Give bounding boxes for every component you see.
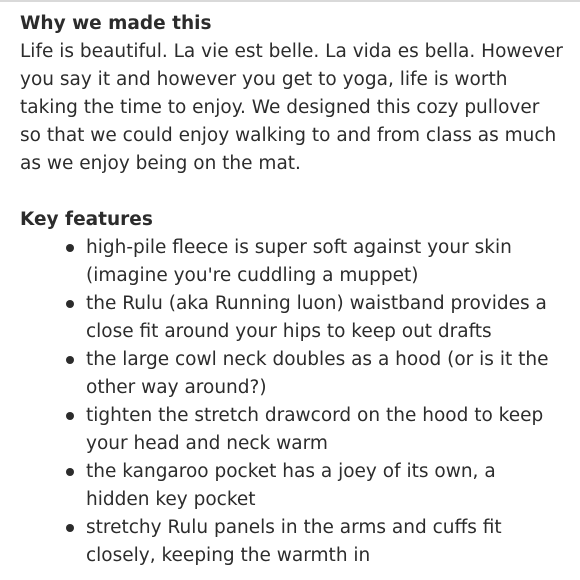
feature-line: closely, keeping the warmth in	[86, 545, 371, 566]
feature-item	[20, 346, 576, 402]
top-divider	[0, 0, 580, 2]
bullet-icon	[66, 412, 74, 420]
feature-item	[20, 234, 576, 290]
bullet-icon	[66, 468, 74, 476]
bullet-icon	[66, 244, 74, 252]
bullet-icon	[66, 356, 74, 364]
paragraph-line: taking the time to enjoy. We designed this cozy pullover	[20, 97, 540, 118]
section-spacer	[20, 178, 576, 206]
product-description	[20, 10, 576, 570]
feature-item	[20, 458, 576, 514]
paragraph-line: as we enjoy being on the mat.	[20, 153, 301, 174]
feature-line: the large cowl neck doubles as a hood (or is it the	[86, 349, 549, 370]
bullet-icon	[66, 300, 74, 308]
cut-off-next-line	[86, 574, 516, 580]
feature-line: other way around?)	[86, 377, 267, 398]
feature-item	[20, 402, 576, 458]
feature-line: high-pile fleece is super soft against your skin	[86, 237, 512, 258]
feature-line: the kangaroo pocket has a joey of its own, a	[86, 461, 496, 482]
feature-line: close fit around your hips to keep out drafts	[86, 321, 492, 342]
paragraph-line: so that we could enjoy walking to and from class as much	[20, 125, 557, 146]
feature-line: (imagine you're cuddling a muppet)	[86, 265, 419, 286]
why-heading: Why we made this	[20, 13, 212, 34]
why-paragraph	[20, 38, 576, 178]
bullet-icon	[66, 524, 74, 532]
feature-line: the Rulu (aka Running luon) waistband provides a	[86, 293, 547, 314]
paragraph-line: you say it and however you get to yoga, life is worth	[20, 69, 508, 90]
paragraph-line: Life is beautiful. La vie est belle. La vida es bella. However	[20, 41, 563, 62]
feature-item	[20, 290, 576, 346]
features-heading: Key features	[20, 209, 153, 230]
feature-line: your head and neck warm	[86, 433, 328, 454]
feature-item	[20, 514, 576, 570]
feature-line: hidden key pocket	[86, 489, 256, 510]
feature-line: tighten the stretch drawcord on the hood to keep	[86, 405, 544, 426]
features-list	[20, 234, 576, 570]
feature-line: stretchy Rulu panels in the arms and cuffs fit	[86, 517, 502, 538]
